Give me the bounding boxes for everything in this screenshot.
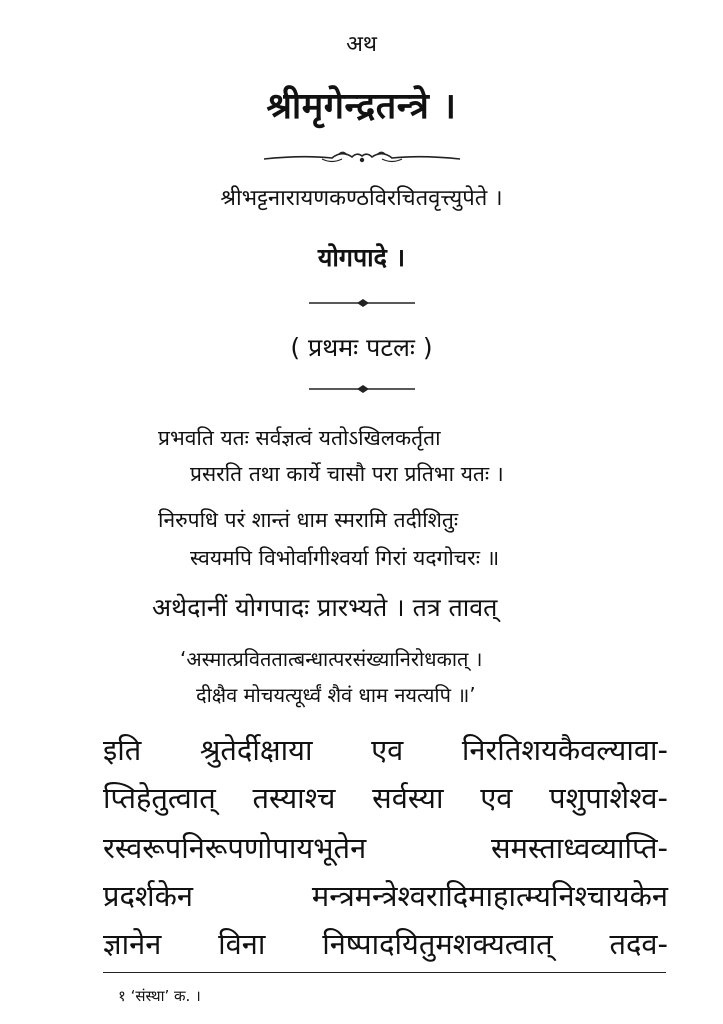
arrow-rule-icon bbox=[307, 296, 417, 310]
arrow-rule-icon bbox=[307, 382, 417, 396]
page-title bbox=[0, 80, 723, 129]
body-word: सर्वस्या bbox=[372, 781, 444, 815]
body-line bbox=[103, 828, 668, 867]
body-word: निष्पादयितुमशक्यत्वात् bbox=[322, 927, 553, 961]
body-word: निरतिशयकैवल्यावा- bbox=[461, 733, 668, 767]
divider-arrow-rule bbox=[0, 382, 723, 396]
body-word: रस्वरूपनिरूपणोपायभूतेन bbox=[103, 831, 367, 865]
quote-line: दीक्षैव मोचयत्यूर्ध्वं शैवं धाम नयत्यपि ॥’ bbox=[196, 683, 476, 707]
section-text: योगपादे । bbox=[317, 243, 406, 272]
body-word: पशुपाशेश्व- bbox=[549, 781, 668, 815]
body-word: प्तिहेतुत्वात् bbox=[103, 781, 216, 815]
body-word: एव bbox=[480, 781, 513, 815]
chapter-text: ( प्रथमः पटलः ) bbox=[290, 333, 433, 362]
chapter-heading bbox=[0, 330, 723, 364]
title-text: श्रीमृगेन्द्रतन्त्रे । bbox=[266, 86, 457, 127]
body-word: एव bbox=[371, 733, 404, 767]
divider-arrow-rule bbox=[0, 296, 723, 310]
ornament-divider bbox=[0, 146, 723, 168]
quote-line: ‘अस्मात्प्रविततात्बन्धात्परसंख्यानिरोधकात् । bbox=[180, 647, 483, 671]
footnote-rule bbox=[103, 972, 666, 973]
atha-heading bbox=[0, 28, 723, 58]
commentary-text: श्रीभट्टनारायणकण्ठविरचितवृत्त्युपेते । bbox=[220, 186, 503, 211]
footnote: १ ‘संस्था’ क. । bbox=[118, 987, 201, 1005]
verse-line: प्रभवति यतः सर्वज्ञत्वं यतोऽखिलकर्तृता bbox=[158, 426, 441, 450]
body-word: तदव- bbox=[609, 927, 668, 961]
body-word: समस्ताध्वव्याप्ति- bbox=[491, 831, 668, 865]
body-word: श्रुतेर्दीक्षाया bbox=[199, 733, 313, 767]
atha-text: अथ bbox=[346, 32, 377, 57]
body-word: ज्ञानेन bbox=[103, 927, 162, 961]
body-line bbox=[103, 924, 668, 963]
body-word: तस्याश्च bbox=[252, 781, 336, 815]
intro-line: अथेदानीं योगपादः प्रारभ्यते । तत्र तावत् bbox=[152, 593, 498, 622]
body-line bbox=[103, 876, 668, 915]
body-word: प्रदर्शकेन bbox=[103, 879, 193, 913]
body-word: इति bbox=[103, 733, 142, 767]
section-heading bbox=[0, 240, 723, 274]
body-word: विना bbox=[218, 927, 266, 961]
verse-line: स्वयमपि विभोर्वागीश्वर्या गिरां यदगोचरः ॥ bbox=[190, 546, 500, 570]
verse-line: निरुपधि परं शान्तं धाम स्मरामि तदीशितुः bbox=[158, 508, 459, 532]
body-word: मन्त्रमन्त्रेश्वरादिमाहात्म्यनिश्चायकेन bbox=[311, 879, 668, 913]
verse-line: प्रसरति तथा कार्ये चासौ परा प्रतिभा यतः । bbox=[190, 462, 504, 486]
body-line bbox=[103, 778, 668, 817]
commentary-line bbox=[0, 182, 723, 212]
body-line bbox=[103, 730, 668, 769]
ornament-icon bbox=[262, 146, 462, 168]
